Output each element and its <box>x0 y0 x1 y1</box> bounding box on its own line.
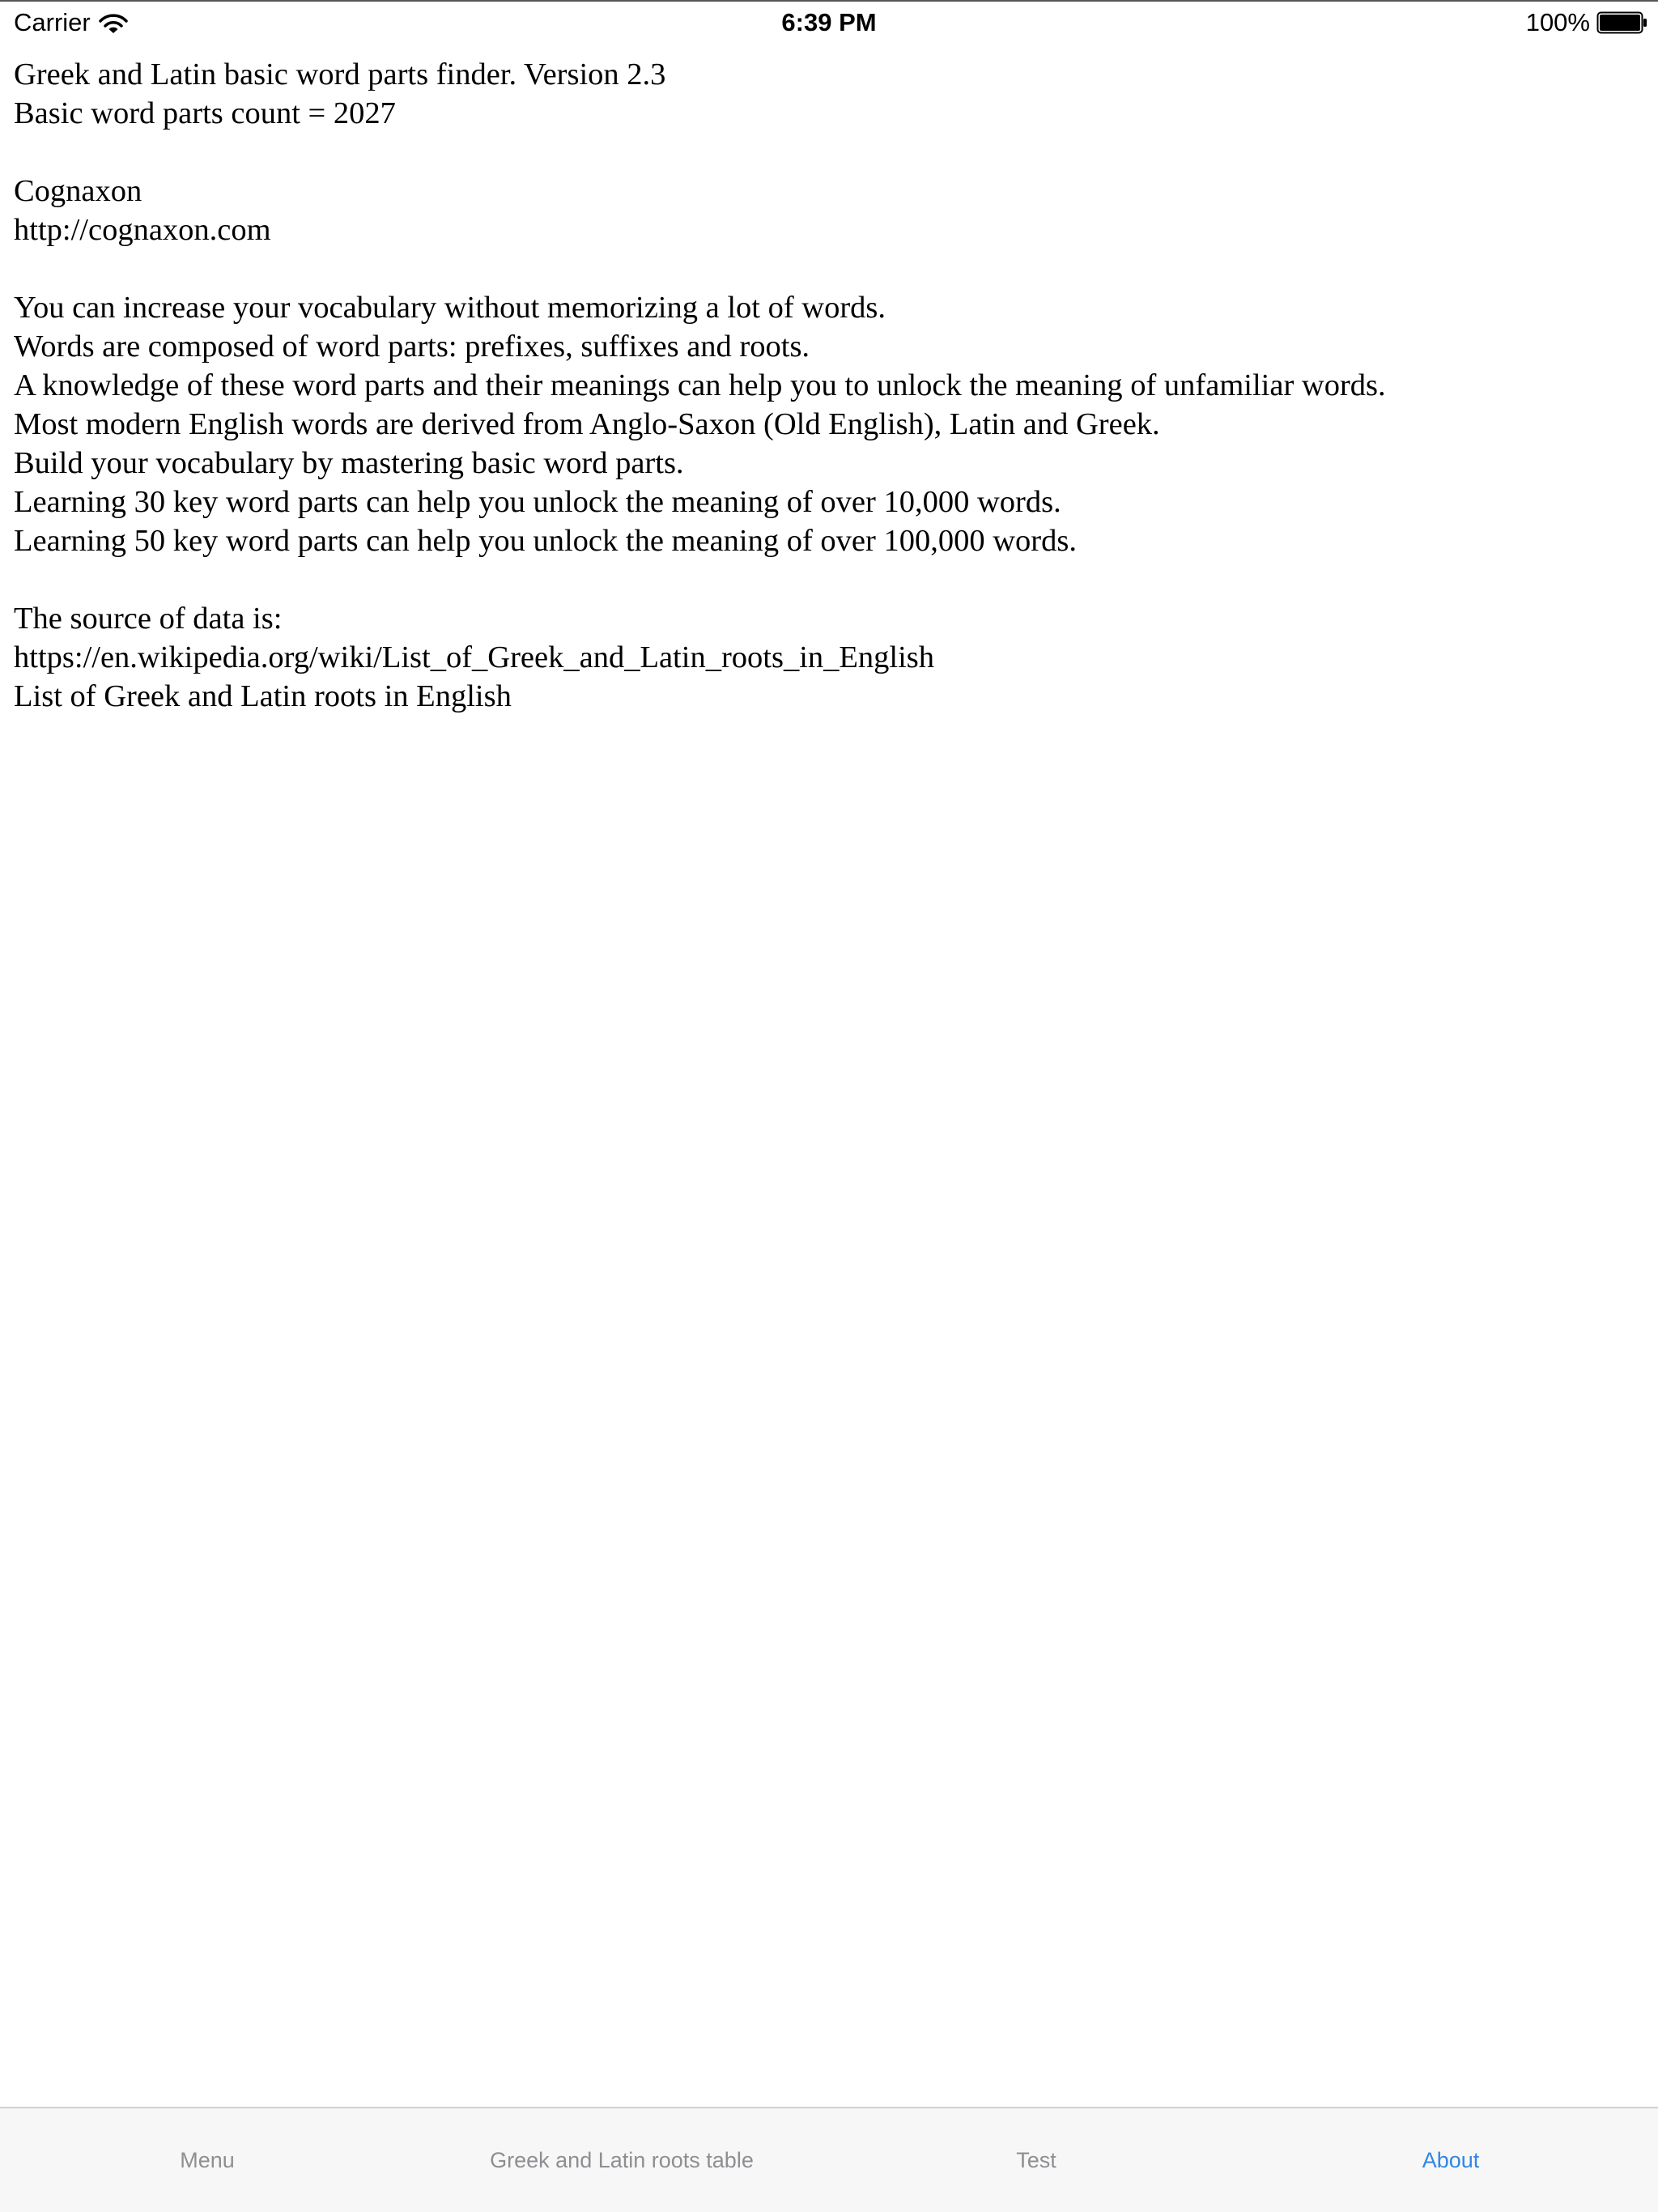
spacer <box>14 133 1633 172</box>
description-line: Most modern English words are derived from Anglo-Saxon (Old English), Latin and Greek. <box>14 407 1160 441</box>
description-line: Learning 50 key word parts can help you unlock the meaning of over 100,000 words. <box>14 524 1077 558</box>
company-name: Cognaxon <box>14 174 142 208</box>
tab-label: Greek and Latin roots table <box>490 2147 754 2172</box>
spacer <box>14 560 1633 599</box>
battery-indicator <box>1526 8 1648 37</box>
tab-label: Menu <box>180 2147 235 2172</box>
tab-test[interactable] <box>829 2108 1244 2212</box>
tab-about[interactable] <box>1244 2108 1658 2212</box>
status-bar <box>0 0 1658 45</box>
tab-label: Test <box>1016 2147 1056 2172</box>
battery-icon <box>1596 11 1648 34</box>
spacer <box>14 249 1633 288</box>
status-time: 6:39 PM <box>781 8 877 36</box>
word-parts-count: Basic word parts count = 2027 <box>14 96 396 130</box>
tab-label: About <box>1422 2147 1480 2172</box>
description-line: Build your vocabulary by mastering basic word parts. <box>14 446 684 480</box>
tab-menu[interactable] <box>0 2108 414 2212</box>
app-title-version: Greek and Latin basic word parts finder. Version 2.3 <box>14 57 666 91</box>
about-content <box>14 55 1633 716</box>
source-title: List of Greek and Latin roots in English <box>14 679 512 713</box>
source-label: The source of data is: <box>14 602 283 636</box>
description-line: You can increase your vocabulary without memorizing a lot of words. <box>14 291 886 325</box>
description-paragraph <box>14 288 1633 560</box>
description-line: A knowledge of these word parts and their meanings can help you to unlock the meaning of unfamiliar words. <box>14 368 1386 402</box>
carrier-label: Carrier <box>14 8 91 36</box>
description-line: Learning 30 key word parts can help you unlock the meaning of over 10,000 words. <box>14 485 1061 519</box>
source-link[interactable]: https://en.wikipedia.org/wiki/List_of_Greek_and_Latin_roots_in_English <box>14 640 935 674</box>
tab-bar <box>0 2107 1658 2212</box>
description-line: Words are composed of word parts: prefixes, suffixes and roots. <box>14 330 810 364</box>
tab-roots-table[interactable] <box>414 2108 829 2212</box>
company-link[interactable]: http://cognaxon.com <box>14 213 271 247</box>
battery-percent: 100% <box>1525 8 1590 36</box>
